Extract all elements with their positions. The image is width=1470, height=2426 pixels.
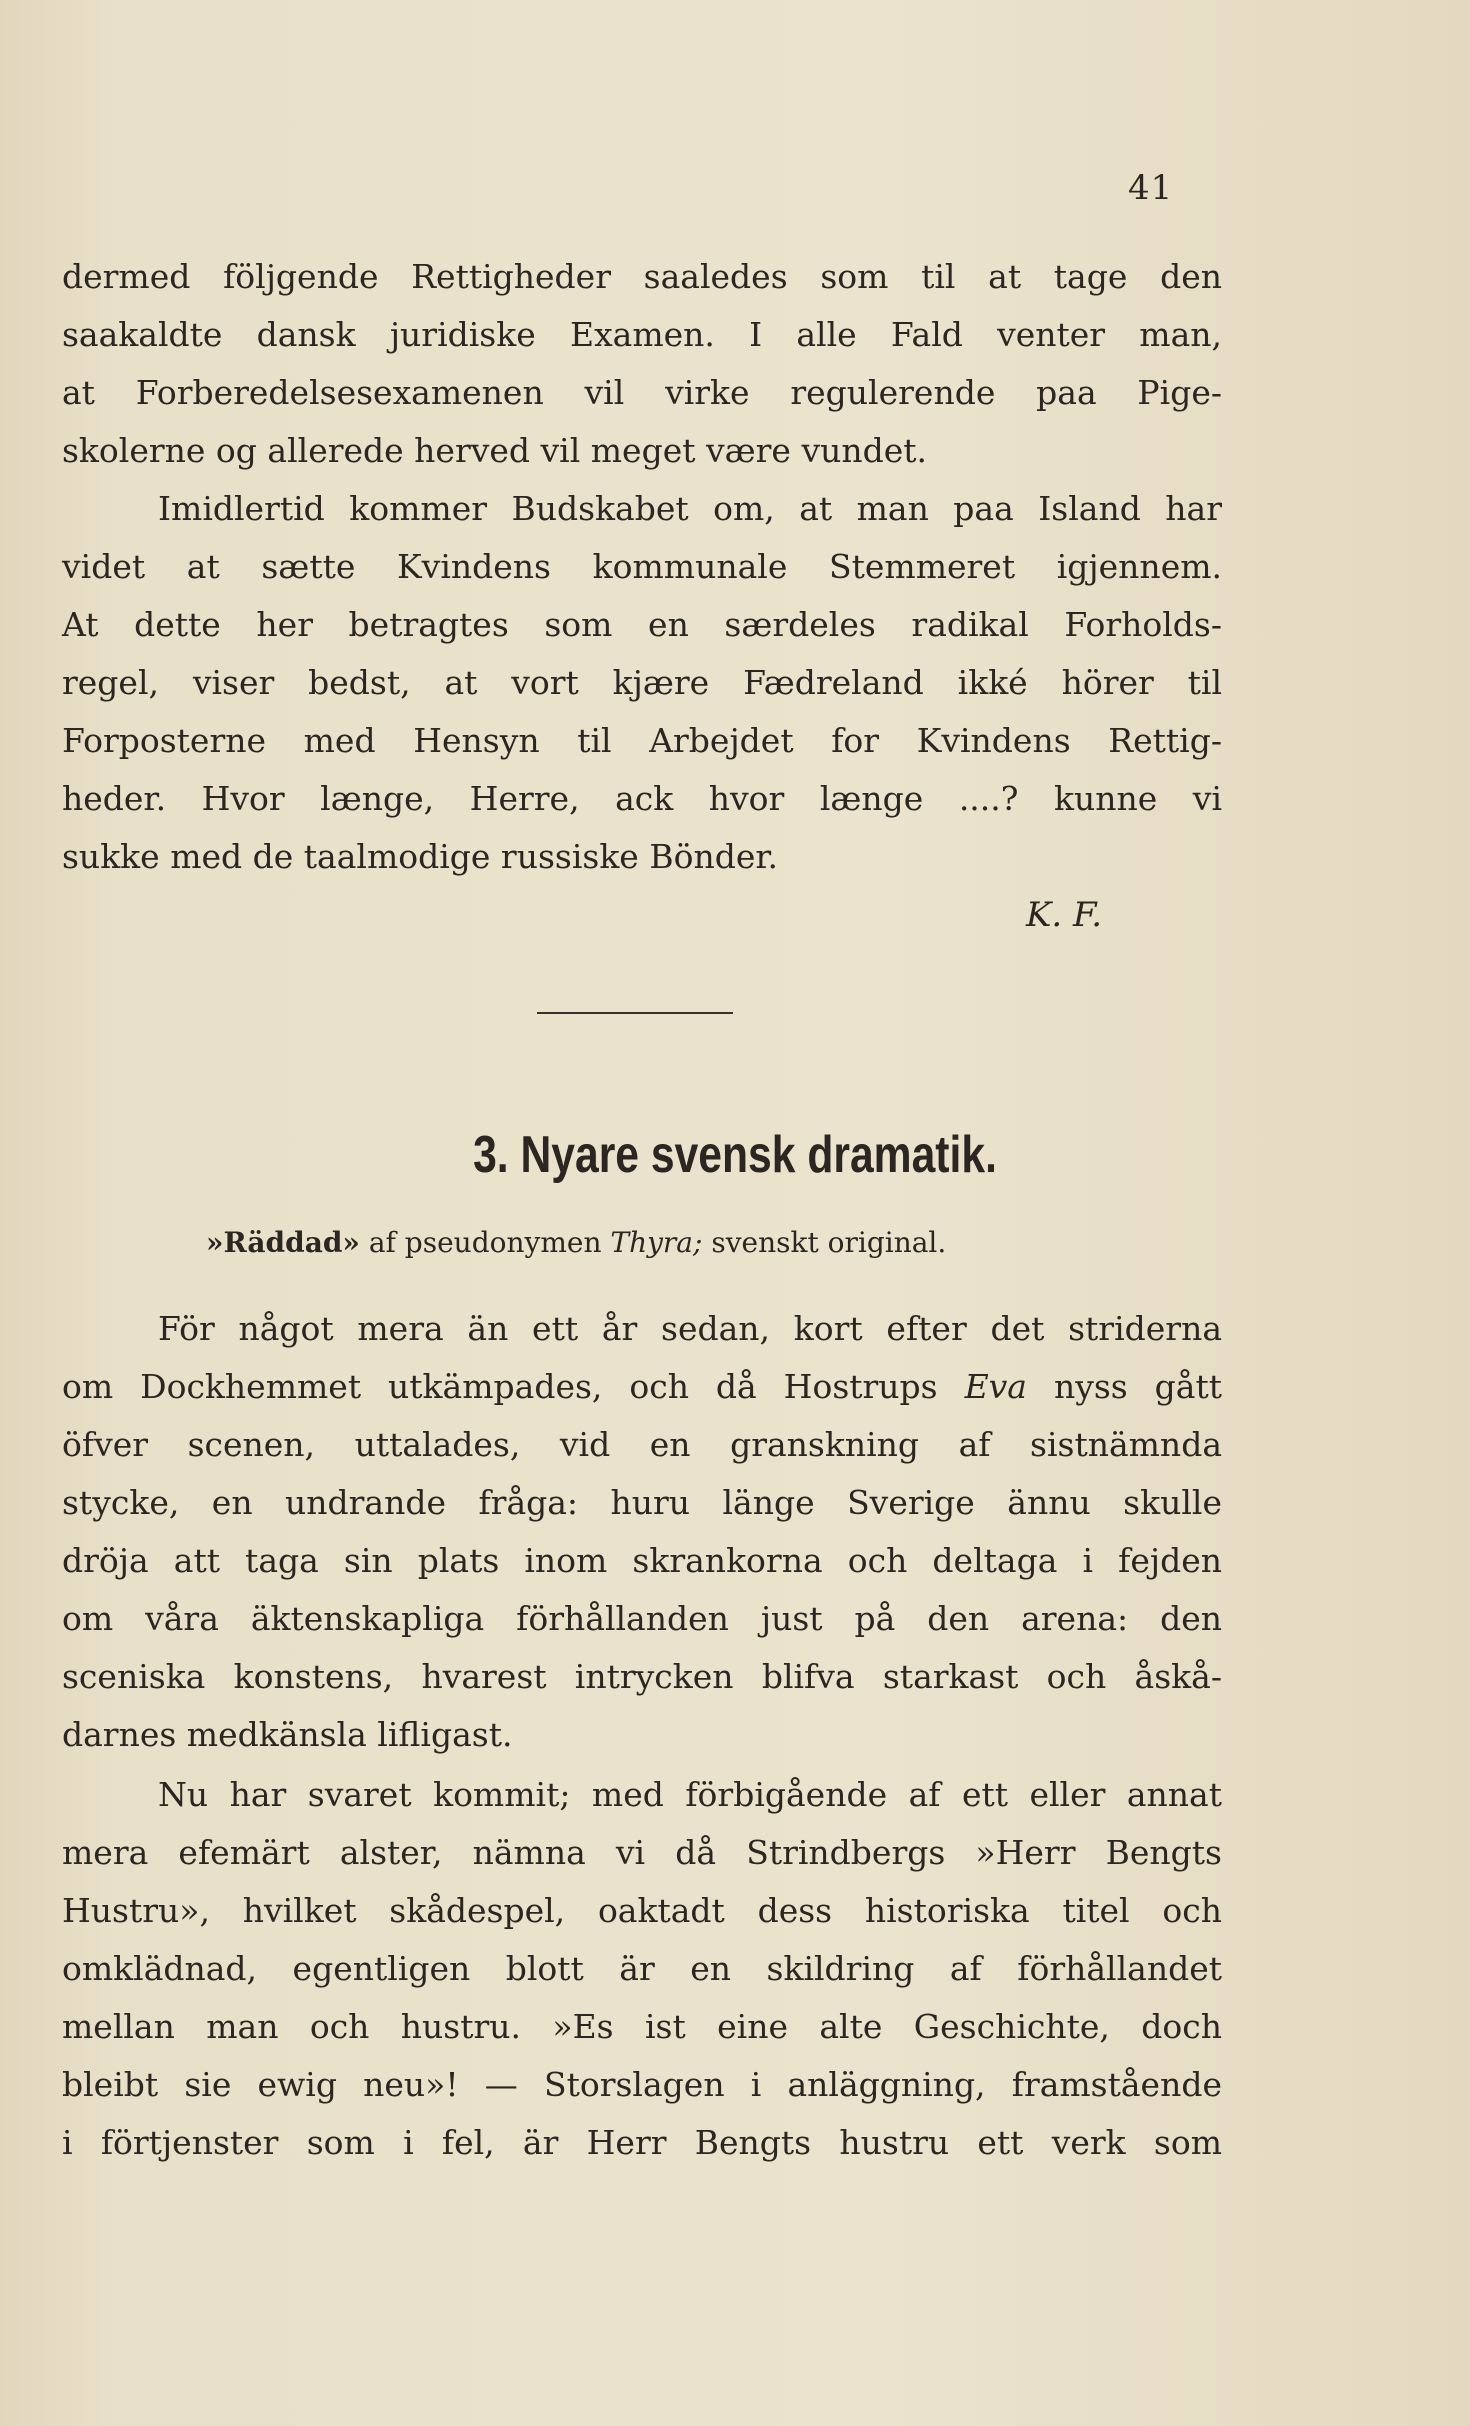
- text-line: heder. Hvor længe, Herre, ack hvor længe ....? kunne vi: [62, 779, 1222, 818]
- text-line: Nu har svaret kommit; med förbigående af ett eller annat: [158, 1775, 1222, 1814]
- play-title: »Räddad»: [206, 1226, 360, 1259]
- text-line: omklädnad, egentligen blott är en skildring af förhållandet: [62, 1949, 1222, 1988]
- text-line: mellan man och hustru. »Es ist eine alte Geschichte, doch: [62, 2007, 1222, 2046]
- subheading-text: svenskt original.: [702, 1226, 947, 1259]
- paragraph-rettigheder: [62, 248, 1222, 886]
- text-line: Imidlertid kommer Budskabet om, at man paa Island har: [158, 489, 1222, 528]
- paragraph-strindberg: [62, 1766, 1222, 2172]
- text-line: [62, 1358, 1222, 1416]
- play-title-eva: Eva: [964, 1367, 1027, 1406]
- text-line: Forposterne med Hensyn til Arbejdet for Kvindens Rettig-: [62, 721, 1222, 760]
- text-line: videt at sætte Kvindens kommunale Stemmeret igjennem.: [62, 547, 1222, 586]
- subheading-text: af pseudonymen: [359, 1226, 611, 1259]
- text-fragment: nyss gått: [1026, 1367, 1222, 1406]
- text-line: sceniska konstens, hvarest intrycken blifva starkast och åskå-: [62, 1657, 1222, 1696]
- text-line: bleibt sie ewig neu»! — Storslagen i anläggning, framstående: [62, 2065, 1222, 2104]
- text-line: darnes medkänsla lifligast.: [62, 1715, 513, 1754]
- text-line: At dette her betragtes som en særdeles radikal Forholds-: [62, 605, 1222, 644]
- text-line: sukke med de taalmodige russiske Bönder.: [62, 837, 778, 876]
- section-divider: [537, 1012, 733, 1014]
- text-line: regel, viser bedst, at vort kjære Fædreland ikké hörer til: [62, 663, 1222, 702]
- text-line: dermed följgende Rettigheder saaledes som til at tage den: [62, 257, 1222, 296]
- text-line: saakaldte dansk juridiske Examen. I alle Fald venter man,: [62, 315, 1222, 354]
- text-line: öfver scenen, uttalades, vid en granskning af sistnämnda: [62, 1425, 1222, 1464]
- text-line: skolerne og allerede herved vil meget være vundet.: [62, 431, 927, 470]
- page-number: 41: [1128, 168, 1174, 208]
- text-line: dröja att taga sin plats inom skrankorna och deltaga i fejden: [62, 1541, 1222, 1580]
- play-subheading: [206, 1226, 946, 1259]
- text-line: För något mera än ett år sedan, kort efter det striderna: [158, 1309, 1222, 1348]
- text-line: Hustru», hvilket skådespel, oaktadt dess historiska titel och: [62, 1891, 1222, 1930]
- pseudonym: Thyra;: [610, 1226, 703, 1259]
- text-line: stycke, en undrande fråga: huru länge Sverige ännu skulle: [62, 1483, 1222, 1522]
- text-fragment: om Dockhemmet utkämpades, och då Hostrups: [62, 1367, 965, 1406]
- text-line: at Forberedelsesexamenen vil virke regulerende paa Pige-: [62, 373, 1222, 412]
- text-line: i förtjenster som i fel, är Herr Bengts hustru ett verk som: [62, 2123, 1222, 2162]
- paragraph-dramatik: [62, 1300, 1222, 1764]
- text-line: om våra äktenskapliga förhållanden just på den arena: den: [62, 1599, 1222, 1638]
- text-line: mera efemärt alster, nämna vi då Strindbergs »Herr Bengts: [62, 1833, 1222, 1872]
- signature: K. F.: [1026, 895, 1103, 935]
- section-heading: 3. Nyare svensk dramatik.: [473, 1126, 997, 1184]
